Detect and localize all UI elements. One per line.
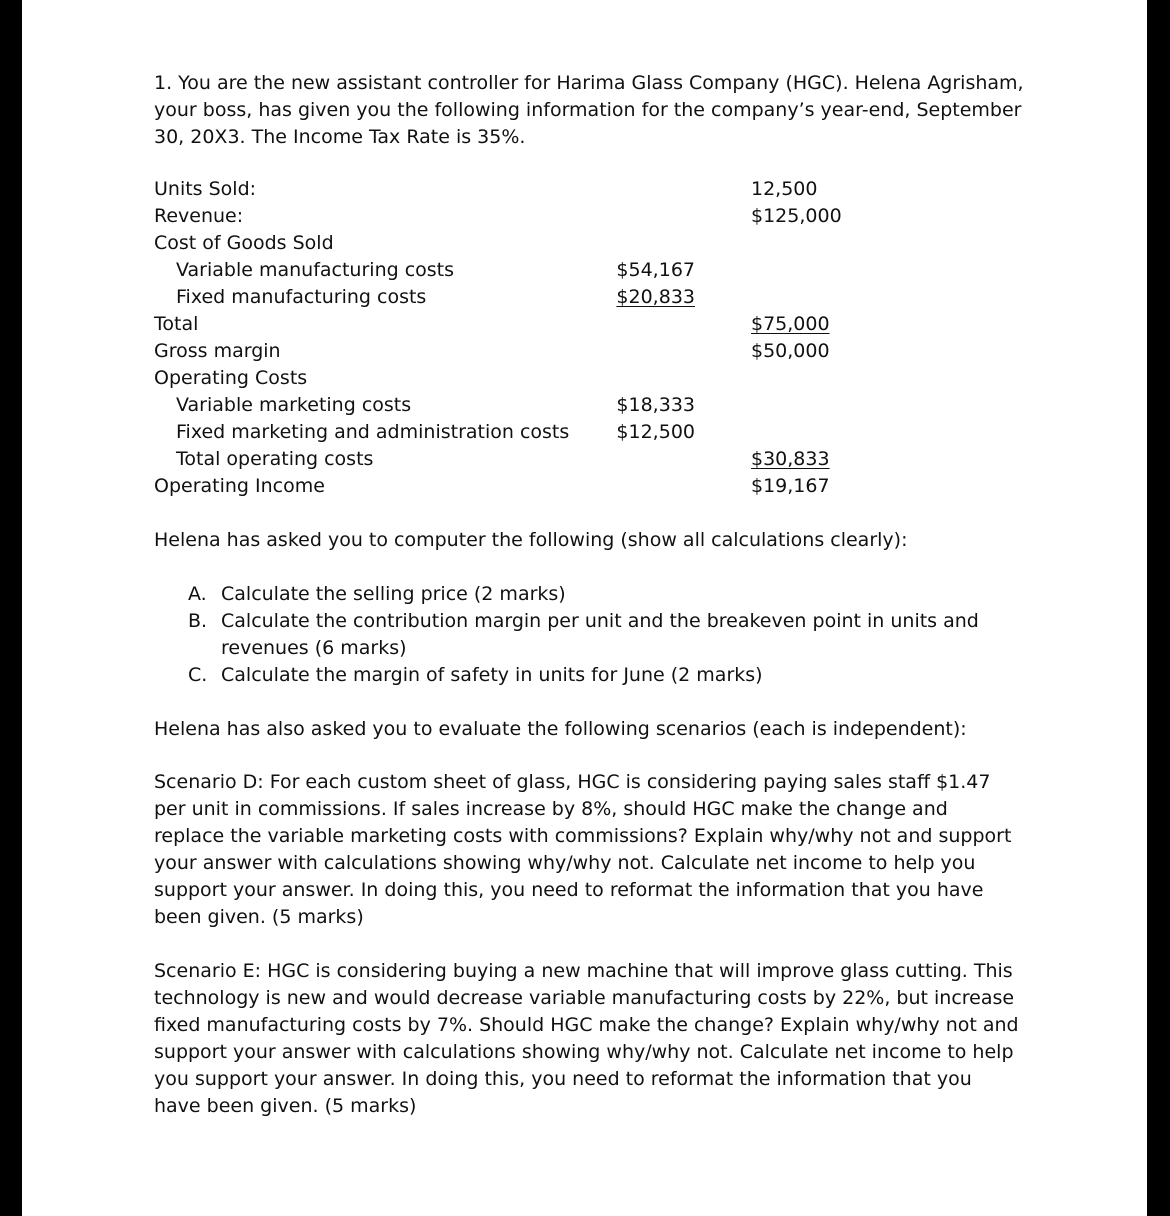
list-item-letter: B.	[188, 610, 208, 632]
row-total-operating-costs	[154, 446, 1024, 473]
fixed-marketing-value: $12,500	[616, 421, 695, 443]
row-variable-marketing	[154, 392, 1024, 419]
list-item-text: Calculate the contribution margin per unit and the breakeven point in units and revenues (6 marks)	[221, 610, 979, 659]
variable-manufacturing-value: $54,167	[616, 259, 695, 281]
scenario-e-paragraph: Scenario E: HGC is considering buying a new machine that will improve glass cutting. This technology is new and would decrease variable manufacturing costs by 22%, but increase fixed manufacturing costs by 7%. Should HGC make the change? Explain why/why not and support your answer with calculations showing why/why not. Calculate net income to help you support your answer. In doing this, you need to reformat the information that you have been given. (5 marks)	[154, 960, 1019, 1117]
list-item-text: Calculate the selling price (2 marks)	[221, 583, 566, 605]
row-total-cogs	[154, 311, 1024, 338]
row-gross-margin	[154, 338, 1024, 365]
asked-paragraph: Helena has asked you to computer the following (show all calculations clearly):	[154, 529, 908, 551]
row-revenue	[154, 203, 1024, 230]
row-operating-income	[154, 473, 1024, 500]
list-item-letter: A.	[188, 583, 207, 605]
total-operating-costs-value: $30,833	[751, 448, 830, 470]
fixed-manufacturing-value: $20,833	[616, 286, 695, 308]
total-label: Total	[154, 313, 199, 335]
revenue-value: $125,000	[751, 205, 842, 227]
row-fixed-manufacturing	[154, 284, 1024, 311]
fixed-manufacturing-label: Fixed manufacturing costs	[176, 286, 427, 308]
scenario-d-paragraph: Scenario D: For each custom sheet of glass, HGC is considering paying sales staff $1.47 per unit in commissions. If sales increase by 8%, should HGC make the change and replace the variable marketing costs with commissions? Explain why/why not and support your answer with calculations showing why/why not. Calculate net income to help you support your answer. In doing this, you need to reformat the information that you have been given. (5 marks)	[154, 771, 1012, 928]
variable-marketing-value: $18,333	[616, 394, 695, 416]
row-cogs-heading	[154, 230, 1024, 257]
row-variable-manufacturing	[154, 257, 1024, 284]
list-item-letter: C.	[188, 664, 208, 686]
units-sold-value: 12,500	[751, 178, 818, 200]
gross-margin-value: $50,000	[751, 340, 830, 362]
variable-manufacturing-label: Variable manufacturing costs	[176, 259, 455, 281]
operating-income-label: Operating Income	[154, 475, 325, 497]
row-units-sold	[154, 176, 1024, 203]
scenarios-intro-paragraph: Helena has also asked you to evaluate the following scenarios (each is independent):	[154, 718, 967, 740]
variable-marketing-label: Variable marketing costs	[176, 394, 412, 416]
list-item-text: Calculate the margin of safety in units for June (2 marks)	[221, 664, 763, 686]
cogs-label: Cost of Goods Sold	[154, 232, 334, 254]
gross-margin-label: Gross margin	[154, 340, 281, 362]
revenue-label: Revenue:	[154, 205, 244, 227]
row-operating-costs-heading	[154, 365, 1024, 392]
total-value: $75,000	[751, 313, 830, 335]
units-sold-label: Units Sold:	[154, 178, 257, 200]
total-operating-costs-label: Total operating costs	[176, 448, 374, 470]
operating-income-value: $19,167	[751, 475, 830, 497]
fixed-marketing-label: Fixed marketing and administration costs	[176, 421, 570, 443]
intro-paragraph: 1. You are the new assistant controller for Harima Glass Company (HGC). Helena Agrisham, your boss, has given you the following information for the company’s year-end, September 30, 20X3. The Income Tax Rate is 35%.	[154, 72, 1024, 148]
operating-costs-label: Operating Costs	[154, 367, 308, 389]
row-fixed-marketing	[154, 419, 1024, 446]
